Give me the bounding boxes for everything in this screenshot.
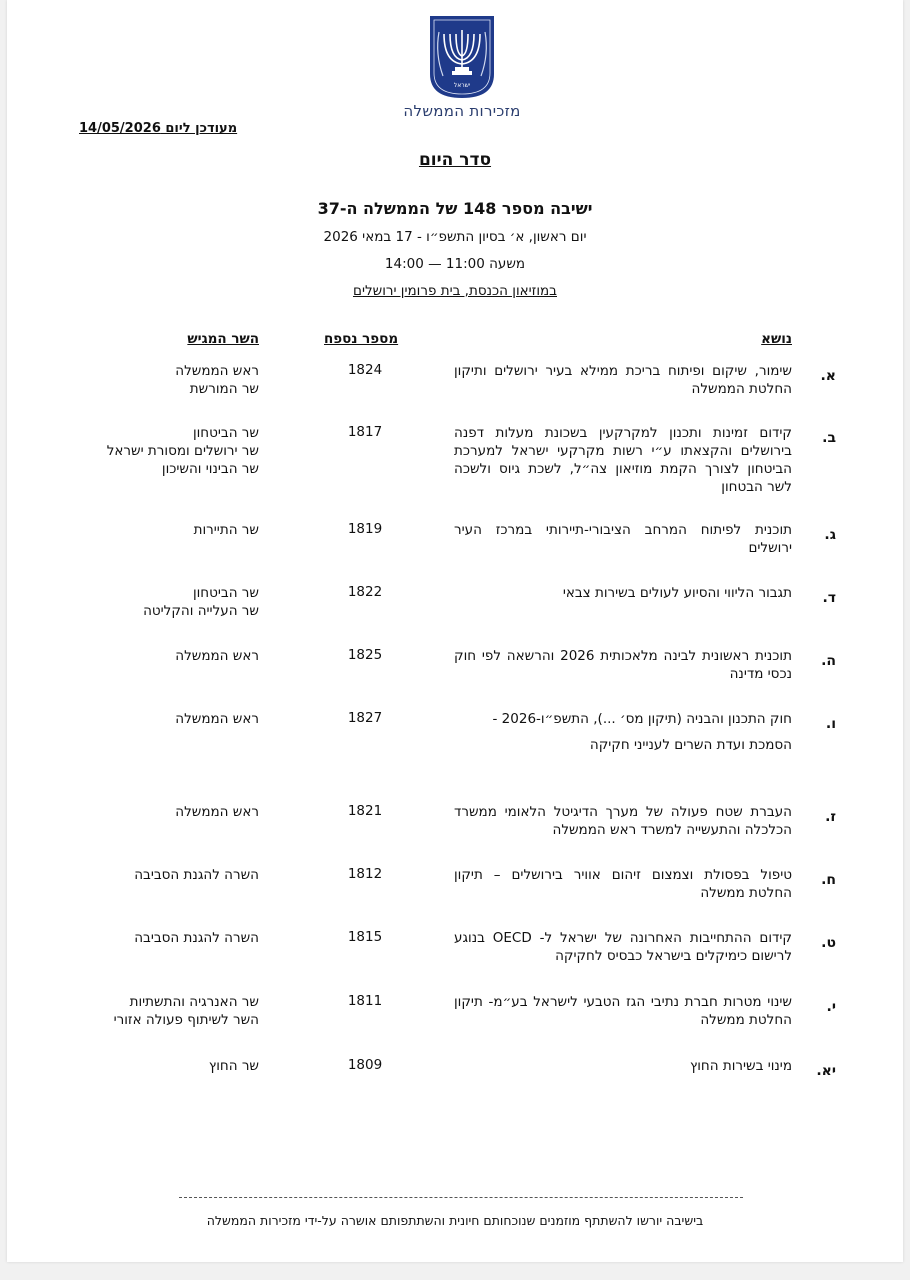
footnote: בישיבה יורשו להשתתף מוזמנים שנוכחותם חיונית והשתתפותם אושרה על-ידי מזכירות הממשלה <box>206 1213 704 1228</box>
minister-name: שר המורשת <box>189 381 259 397</box>
item-ministers <box>59 866 259 884</box>
item-annex-number: 1819 <box>347 521 383 537</box>
item-ministers <box>59 647 259 665</box>
minister-name: ראש הממשלה <box>175 648 259 664</box>
minister-name: שר האנרגיה והתשתיות <box>129 994 259 1010</box>
item-annex-number: 1809 <box>347 1057 383 1073</box>
item-annex-number: 1821 <box>347 803 383 819</box>
minister-name: שר התיירות <box>193 522 259 538</box>
item-letter: ו. <box>825 716 836 732</box>
meeting-date: יום ראשון, א׳ בסיון התשפ״ו - 17 במאי 2026 <box>323 229 587 245</box>
document-title: סדר היום <box>418 150 492 170</box>
item-letter: ג. <box>824 527 836 543</box>
item-ministers <box>59 929 259 947</box>
item-letter: יא. <box>816 1063 836 1079</box>
item-topic: תגבור הליווי והסיוע לעולים בשירות צבאי <box>562 585 792 601</box>
item-topic: העברת שטח פעולה של מערך הדיגיטל הלאומי ממשרד הכלכלה והתעשייה למשרד ראש הממשלה <box>454 804 792 838</box>
item-annex-number: 1815 <box>347 929 383 945</box>
minister-name: ראש הממשלה <box>175 711 259 727</box>
column-header-annex: מספר נספח <box>324 331 399 347</box>
item-letter: ד. <box>822 590 836 606</box>
item-annex-number: 1811 <box>347 993 383 1009</box>
office-name: מזכירות הממשלה <box>403 102 521 120</box>
item-annex-number: 1822 <box>347 584 383 600</box>
meeting-place: במוזיאון הכנסת, בית פרומין ירושלים <box>352 283 557 299</box>
item-topic: קידום ההתחייבות האחרונה של ישראל ל- OECD בנוגע לרישום כימיקלים בישראל כבסיס לחקיקה <box>454 930 792 964</box>
item-topic: קידום זמינות ותכנון למקרקעין בשכונת מעלות דפנה בירושלים והקצאתו ע״י רשות מקרקעי ישראל למערכת הביטחון לצורך הקמת מוזיאון צה״ל, לשכת גיוס ולשכה לשר הבטחון <box>454 425 792 495</box>
minister-name: שר הביטחון <box>192 585 259 601</box>
item-letter: י. <box>826 999 836 1015</box>
footer-separator <box>179 1197 743 1198</box>
item-letter: ה. <box>821 653 836 669</box>
minister-name: שר הבינוי והשיכון <box>161 461 259 477</box>
item-topic-continuation: הסמכת ועדת השרים לענייני חקיקה <box>589 737 792 753</box>
svg-text:ישראל: ישראל <box>453 82 471 89</box>
minister-name: שר החוץ <box>208 1058 259 1074</box>
item-letter: ח. <box>821 872 836 888</box>
item-topic: מינוי בשירות החוץ <box>689 1058 792 1074</box>
minister-name: שר הביטחון <box>192 425 259 441</box>
item-topic: טיפול בפסולת וצמצום זיהום אוויר בירושלים – תיקון החלטת ממשלה <box>454 867 792 901</box>
item-ministers <box>59 362 259 398</box>
item-ministers <box>59 521 259 539</box>
item-letter: ט. <box>821 935 836 951</box>
column-header-minister: השר המגיש <box>187 331 259 347</box>
item-ministers <box>59 993 259 1029</box>
item-annex-number: 1817 <box>347 424 383 440</box>
item-topic: תוכנית לפיתוח המרחב הציבורי-תיירותי במרכז העיר ירושלים <box>454 522 792 556</box>
item-letter: א. <box>820 368 836 384</box>
item-ministers <box>59 710 259 728</box>
meeting-time: משעה 11:00 — 14:00 <box>384 256 526 272</box>
minister-name: ראש הממשלה <box>175 804 259 820</box>
minister-name: השר לשיתוף פעולה אזורי <box>113 1012 259 1028</box>
item-topic: שינוי מטרות חברת נתיבי הגז הטבעי לישראל בע״מ- תיקון החלטת ממשלה <box>454 994 792 1028</box>
minister-name: שר העלייה והקליטה <box>143 603 259 619</box>
item-annex-number: 1824 <box>347 362 383 378</box>
item-ministers <box>59 584 259 620</box>
updated-date: מעודכן ליום 14/05/2026 <box>79 121 238 136</box>
item-topic: תוכנית ראשונית לבינה מלאכותית 2026 והרשאה לפי חוק נכסי מדינה <box>454 648 792 682</box>
meeting-title: ישיבה מספר 148 של הממשלה ה-37 <box>317 199 593 218</box>
item-topic: שימור, שיקום ופיתוח בריכת ממילא בעיר ירושלים ותיקון החלטת הממשלה <box>454 363 792 397</box>
item-ministers <box>59 803 259 821</box>
item-annex-number: 1825 <box>347 647 383 663</box>
item-letter: ב. <box>822 430 836 446</box>
minister-name: השרה להגנת הסביבה <box>134 930 259 946</box>
minister-name: השרה להגנת הסביבה <box>134 867 259 883</box>
item-annex-number: 1827 <box>347 710 383 726</box>
column-header-topic: נושא <box>761 331 792 347</box>
item-ministers <box>59 1057 259 1075</box>
minister-name: שר ירושלים ומסורת ישראל <box>106 443 259 459</box>
state-emblem-icon <box>427 14 497 100</box>
document-page <box>7 0 903 1262</box>
item-annex-number: 1812 <box>347 866 383 882</box>
item-letter: ז. <box>825 809 836 825</box>
minister-name: ראש הממשלה <box>175 363 259 379</box>
item-ministers <box>59 424 259 478</box>
item-topic: חוק התכנון והבניה (תיקון מס׳ ...), התשפ״ו-2026 - <box>492 711 792 727</box>
